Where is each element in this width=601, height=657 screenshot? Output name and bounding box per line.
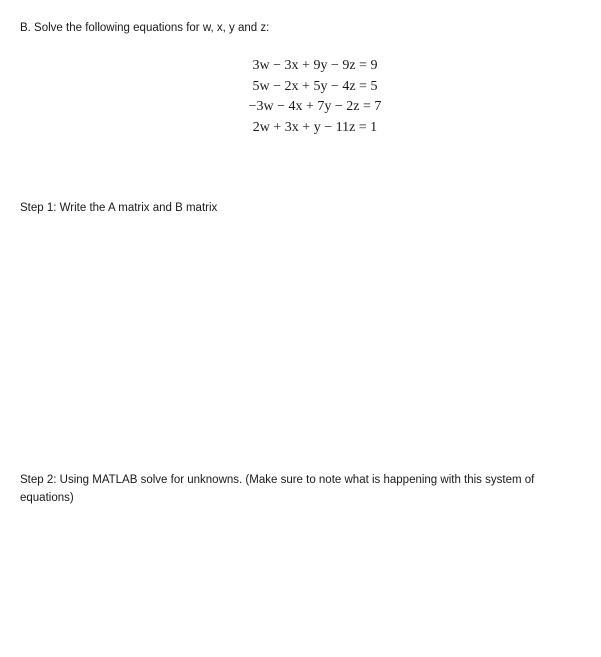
step-2-instruction: Step 2: Using MATLAB solve for unknowns. (Make sure to note what is happening with this system of equations) — [20, 474, 535, 504]
equation-system — [244, 56, 386, 138]
equation-4: 2w + 3x + y − 11z = 1 — [252, 119, 378, 135]
step-1-instruction: Step 1: Write the A matrix and B matrix — [20, 202, 218, 214]
problem-heading: B. Solve the following equations for w, x, y and z: — [20, 22, 270, 34]
equation-1: 3w − 3x + 9y − 9z = 9 — [252, 58, 378, 73]
equation-2: 5w − 2x + 5y − 4z = 5 — [252, 78, 378, 94]
equation-3: −3w − 4x + 7y − 2z = 7 — [248, 99, 382, 114]
